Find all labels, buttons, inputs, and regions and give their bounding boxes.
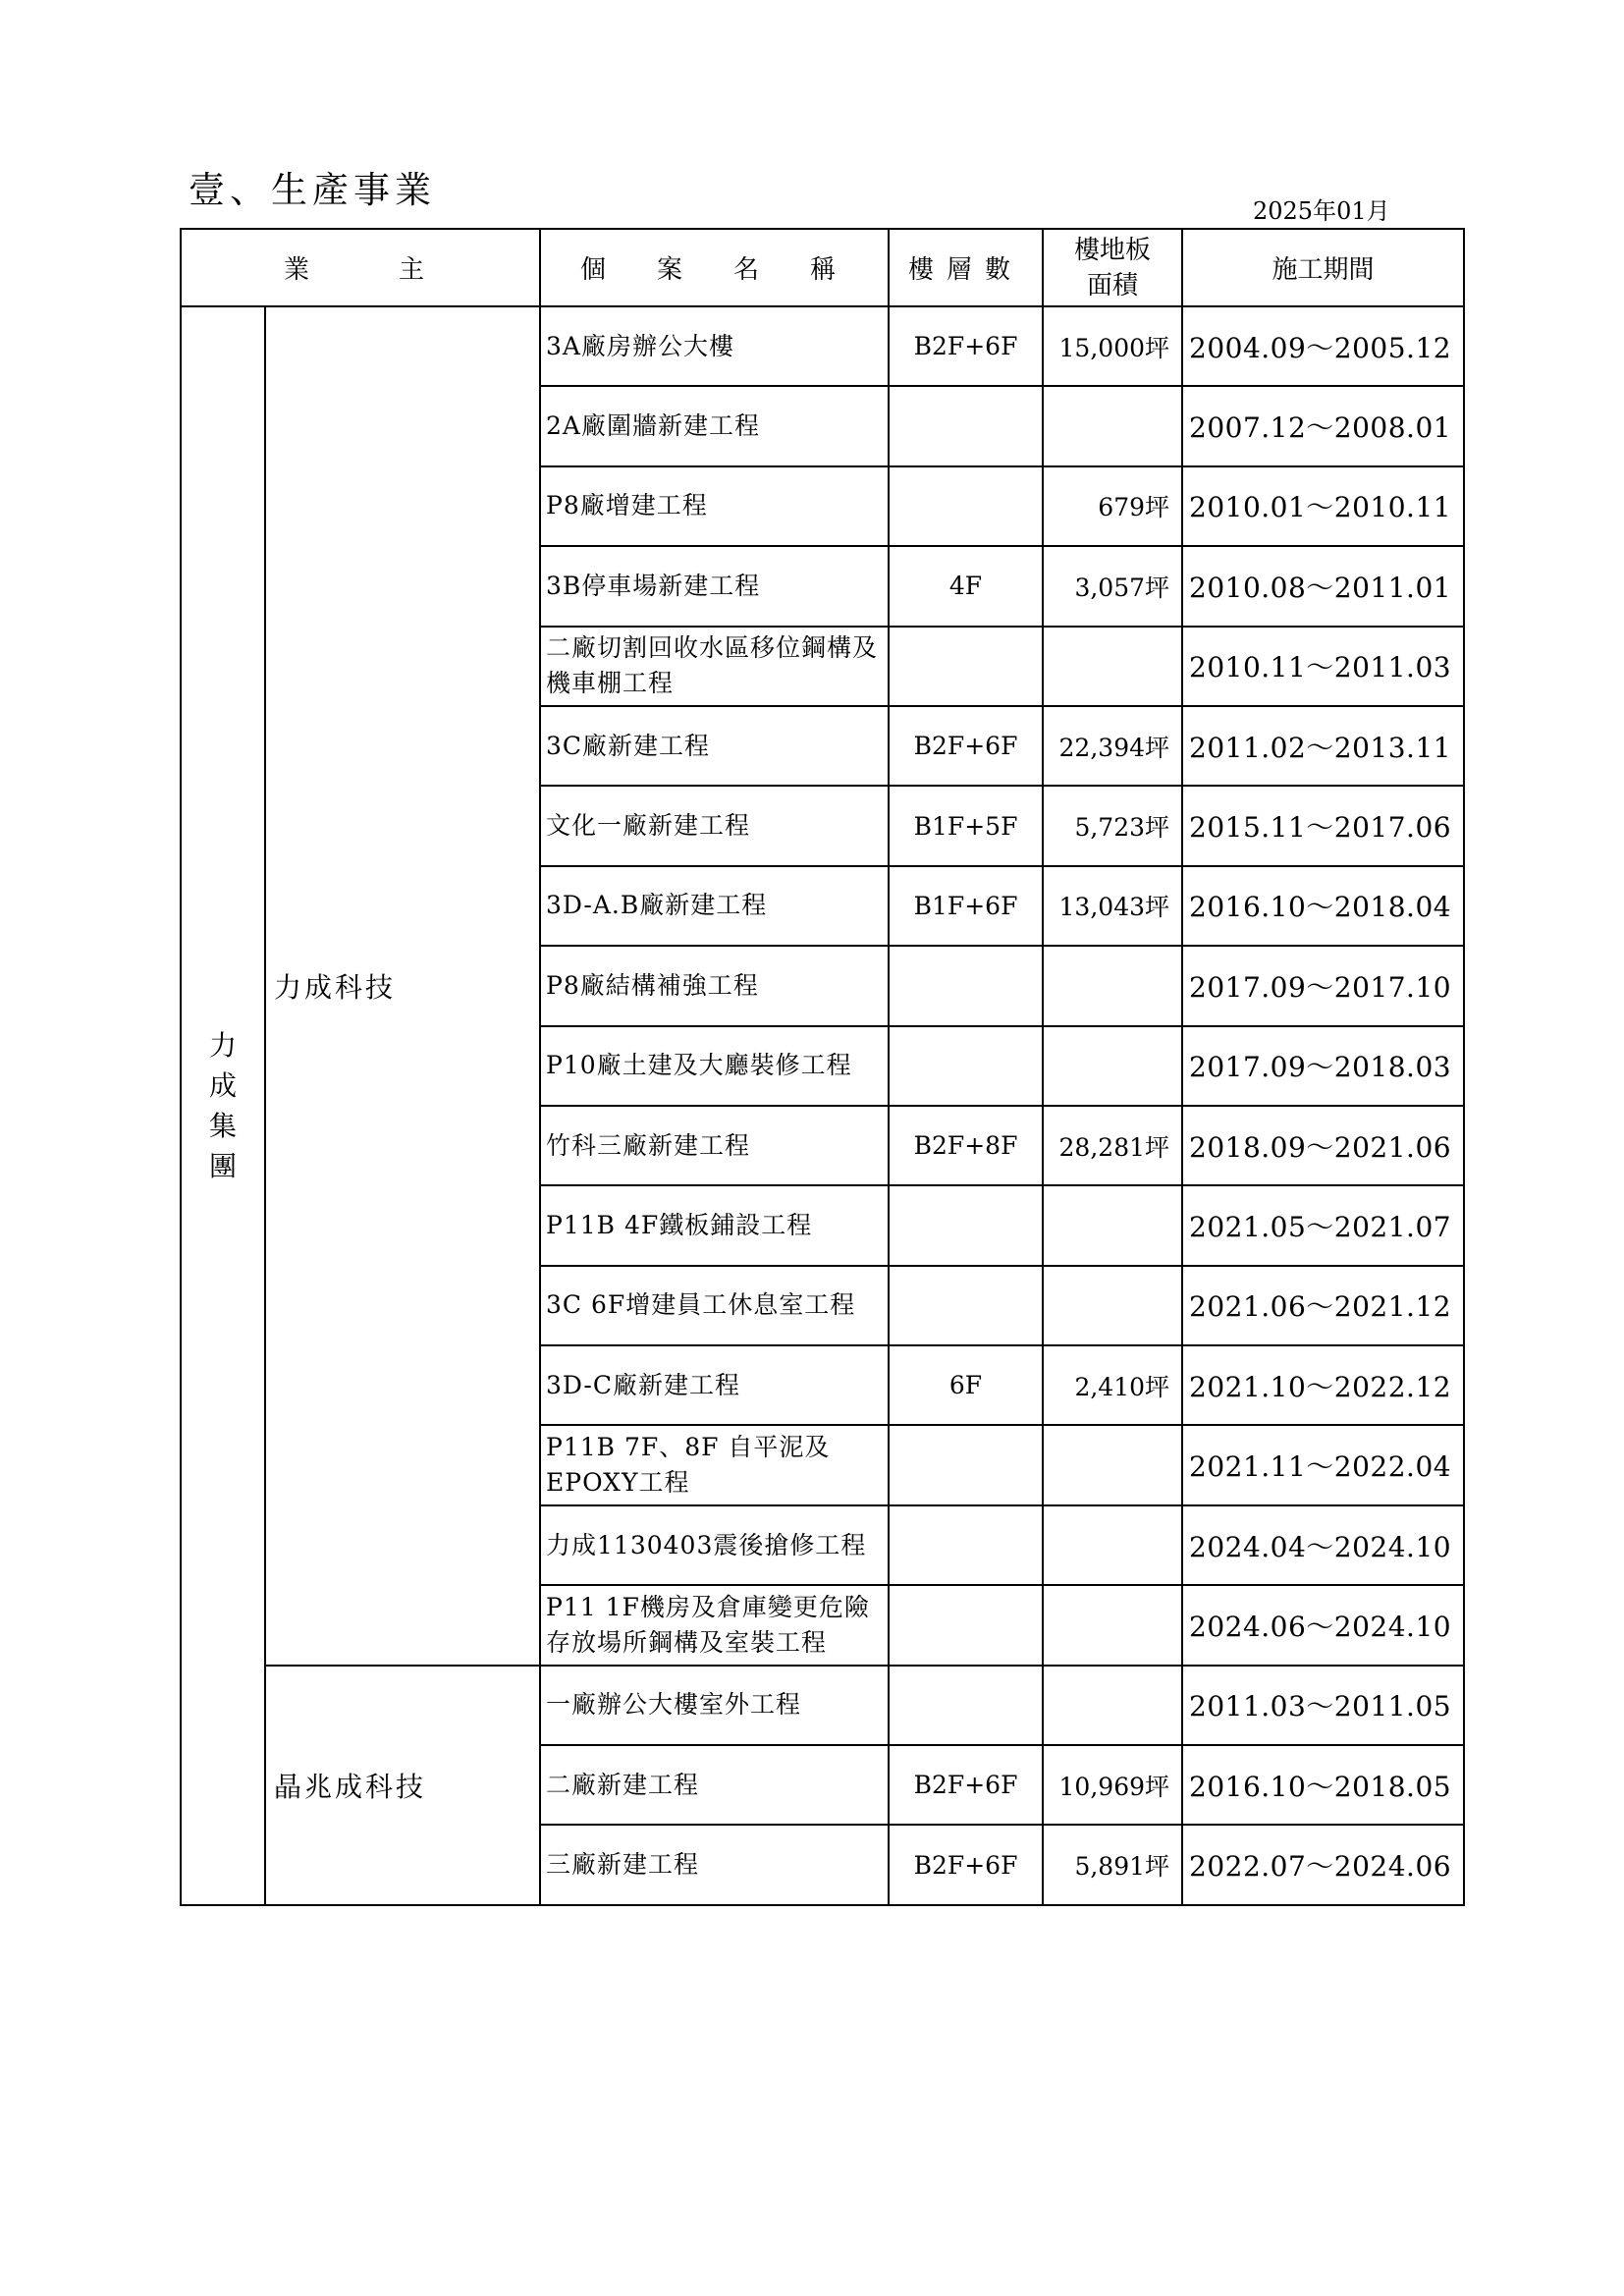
project-name: 3C廠新建工程: [540, 706, 889, 786]
floor-area: [1043, 627, 1182, 706]
project-name: 3D-A.B廠新建工程: [540, 866, 889, 946]
floor-area: [1043, 946, 1182, 1025]
project-name: P10廠土建及大廳裝修工程: [540, 1026, 889, 1106]
floor-count: 4F: [889, 546, 1043, 626]
table-row: [181, 306, 1464, 386]
construction-period: 2007.12～2008.01: [1182, 386, 1464, 465]
construction-period: 2011.02～2013.11: [1182, 706, 1464, 786]
construction-period: 2022.07～2024.06: [1182, 1825, 1464, 1904]
header-row: [181, 229, 1464, 306]
construction-period: 2017.09～2018.03: [1182, 1026, 1464, 1106]
construction-period: 2018.09～2021.06: [1182, 1106, 1464, 1185]
floor-area: 5,723坪: [1043, 786, 1182, 865]
project-name: 3D-C廠新建工程: [540, 1345, 889, 1425]
floor-area: 10,969坪: [1043, 1745, 1182, 1825]
floor-count: [889, 1425, 1043, 1504]
construction-period: 2024.06～2024.10: [1182, 1585, 1464, 1665]
project-name: 2A廠圍牆新建工程: [540, 386, 889, 465]
project-name: 3A廠房辦公大樓: [540, 306, 889, 386]
header-floor-area-text: 樓地板 面積: [1074, 235, 1152, 301]
floor-area: 13,043坪: [1043, 866, 1182, 946]
group-name: 力成集團: [209, 1028, 238, 1182]
floor-count: [889, 1026, 1043, 1106]
floor-count: [889, 386, 1043, 465]
project-table: [180, 228, 1465, 1906]
floor-area: 15,000坪: [1043, 306, 1182, 386]
construction-period: 2015.11～2017.06: [1182, 786, 1464, 865]
construction-period: 2010.01～2010.11: [1182, 466, 1464, 546]
construction-period: 2004.09～2005.12: [1182, 306, 1464, 386]
table-body: [181, 306, 1464, 1905]
group-cell: [181, 306, 265, 1905]
floor-count: B2F+6F: [889, 1745, 1043, 1825]
project-name: 二廠切割回收水區移位鋼構及機車棚工程: [540, 627, 889, 706]
floor-area: 2,410坪: [1043, 1345, 1182, 1425]
project-name: 3B停車場新建工程: [540, 546, 889, 626]
floor-area: [1043, 1185, 1182, 1265]
floor-area: [1043, 1425, 1182, 1504]
project-name: P11B 7F、8F 自平泥及EPOXY工程: [540, 1425, 889, 1504]
page-title: 壹、生產事業: [189, 169, 436, 211]
floor-area: [1043, 1585, 1182, 1665]
floor-count: [889, 946, 1043, 1025]
header-construction-period: 施工期間: [1182, 229, 1464, 306]
floor-count: B2F+6F: [889, 306, 1043, 386]
floor-count: [889, 1585, 1043, 1665]
company-name: 力成科技: [265, 306, 540, 1666]
report-date: 2025年01月: [1253, 197, 1390, 225]
project-name: 二廠新建工程: [540, 1745, 889, 1825]
construction-period: 2021.06～2021.12: [1182, 1266, 1464, 1345]
project-name: 3C 6F增建員工休息室工程: [540, 1266, 889, 1345]
project-name: P8廠結構補強工程: [540, 946, 889, 1025]
construction-period: 2010.08～2011.01: [1182, 546, 1464, 626]
floor-count: B1F+5F: [889, 786, 1043, 865]
floor-area: [1043, 386, 1182, 465]
floor-area: 679坪: [1043, 466, 1182, 546]
project-name: 文化一廠新建工程: [540, 786, 889, 865]
floor-area: [1043, 1505, 1182, 1585]
construction-period: 2021.05～2021.07: [1182, 1185, 1464, 1265]
floor-count: [889, 1266, 1043, 1345]
project-name: 三廠新建工程: [540, 1825, 889, 1904]
floor-count: [889, 1666, 1043, 1745]
floor-count: B2F+6F: [889, 706, 1043, 786]
floor-count: [889, 627, 1043, 706]
construction-period: 2010.11～2011.03: [1182, 627, 1464, 706]
construction-period: 2016.10～2018.04: [1182, 866, 1464, 946]
project-name: 竹科三廠新建工程: [540, 1106, 889, 1185]
floor-area: [1043, 1026, 1182, 1106]
construction-period: 2011.03～2011.05: [1182, 1666, 1464, 1745]
floor-count: B2F+8F: [889, 1106, 1043, 1185]
floor-count: [889, 1505, 1043, 1585]
construction-period: 2021.10～2022.12: [1182, 1345, 1464, 1425]
construction-period: 2017.09～2017.10: [1182, 946, 1464, 1025]
floor-count: [889, 466, 1043, 546]
construction-period: 2024.04～2024.10: [1182, 1505, 1464, 1585]
floor-count: B1F+6F: [889, 866, 1043, 946]
floor-area: 3,057坪: [1043, 546, 1182, 626]
table-row: [181, 1666, 1464, 1745]
project-name: P11 1F機房及倉庫變更危險存放場所鋼構及室裝工程: [540, 1585, 889, 1665]
floor-count: [889, 1185, 1043, 1265]
header-floor-area: [1043, 229, 1182, 306]
header-project-name: 個 案 名 稱: [540, 229, 889, 306]
project-name: 一廠辦公大樓室外工程: [540, 1666, 889, 1745]
floor-area: [1043, 1666, 1182, 1745]
floor-area: 5,891坪: [1043, 1825, 1182, 1904]
project-name: 力成1130403震後搶修工程: [540, 1505, 889, 1585]
project-name: P11B 4F鐵板鋪設工程: [540, 1185, 889, 1265]
header-floors: 樓層數: [889, 229, 1043, 306]
floor-area: 28,281坪: [1043, 1106, 1182, 1185]
project-name: P8廠增建工程: [540, 466, 889, 546]
company-name: 晶兆成科技: [265, 1666, 540, 1905]
floor-area: [1043, 1266, 1182, 1345]
floor-count: 6F: [889, 1345, 1043, 1425]
construction-period: 2016.10～2018.05: [1182, 1745, 1464, 1825]
floor-count: B2F+6F: [889, 1825, 1043, 1904]
floor-area: 22,394坪: [1043, 706, 1182, 786]
header-owner: 業 主: [181, 229, 540, 306]
construction-period: 2021.11～2022.04: [1182, 1425, 1464, 1504]
